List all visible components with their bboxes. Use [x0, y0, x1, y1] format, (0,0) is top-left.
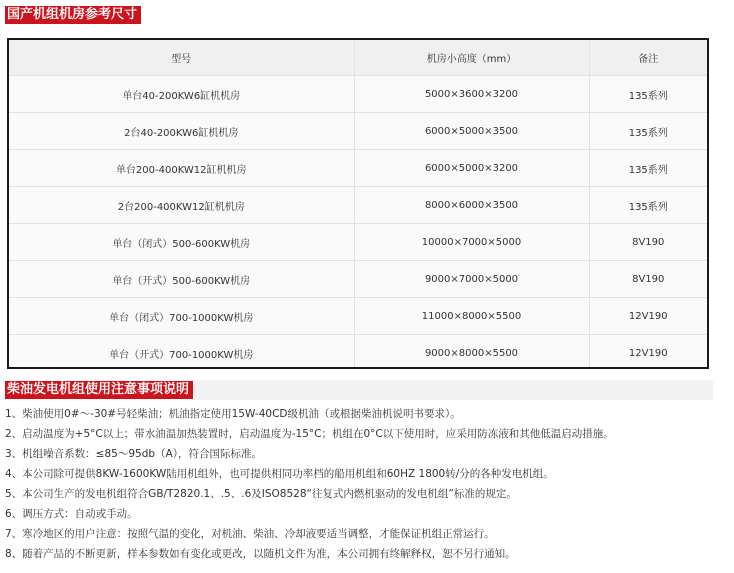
- table-row: [9, 187, 707, 224]
- list-item: 1、柴油使用0#～-30#号轻柴油；机油指定使用15W-40CD级机油（或根据柴油机说明书要求）。: [5, 408, 461, 420]
- table-row: [9, 224, 707, 261]
- cell-remarks: 135系列: [589, 76, 707, 113]
- cell-dimensions: 11000×8000×5500: [354, 298, 589, 335]
- cell-remarks: 135系列: [589, 187, 707, 224]
- cell-remarks: 8V190: [589, 261, 707, 298]
- cell-remarks: 12V190: [589, 335, 707, 370]
- cell-model: 单台（闭式）700-1000KW机房: [9, 298, 354, 335]
- cell-model: 2台40-200KW6缸机机房: [9, 113, 354, 150]
- table-row: [9, 150, 707, 187]
- cell-dimensions: 5000×3600×3200: [354, 76, 589, 113]
- cell-dimensions: 9000×8000×5500: [354, 335, 589, 370]
- room-size-table: [7, 38, 709, 369]
- column-header-model: 型号: [9, 40, 354, 76]
- cell-dimensions: 9000×7000×5000: [354, 261, 589, 298]
- list-item: 4、本公司除可提供8KW-1600KW陆用机组外，也可提供相同功率档的船用机组和60HZ 1800转/分的各种发电机组。: [5, 468, 554, 480]
- cell-model: 单台（开式）700-1000KW机房: [9, 335, 354, 370]
- usage-notes-list: [5, 404, 725, 564]
- cell-model: 单台（开式）500-600KW机房: [9, 261, 354, 298]
- list-item: 3、机组噪音系数：≤85～95db（A），符合国际标准。: [5, 448, 262, 460]
- cell-remarks: 135系列: [589, 150, 707, 187]
- table-header-row: [9, 40, 707, 76]
- cell-remarks: 12V190: [589, 298, 707, 335]
- cell-dimensions: 10000×7000×5000: [354, 224, 589, 261]
- list-item: 8、随着产品的不断更新，样本参数如有变化或更改，以随机文件为准，本公司拥有终解释权，恕不另行通知。: [5, 548, 516, 560]
- cell-model: 2台200-400KW12缸机机房: [9, 187, 354, 224]
- table-row: [9, 76, 707, 113]
- cell-dimensions: 6000×5000×3500: [354, 113, 589, 150]
- column-header-room-height: 机房小高度（mm）: [354, 40, 589, 76]
- cell-remarks: 135系列: [589, 113, 707, 150]
- column-header-remarks: 备注: [589, 40, 707, 76]
- cell-dimensions: 8000×6000×3500: [354, 187, 589, 224]
- list-item: 7、寒冷地区的用户注意：按照气温的变化，对机油、柴油、冷却液要适当调整，才能保证机组正常运行。: [5, 528, 495, 540]
- table-row: [9, 335, 707, 370]
- table-row: [9, 298, 707, 335]
- cell-model: 单台40-200KW6缸机机房: [9, 76, 354, 113]
- cell-model: 单台（闭式）500-600KW机房: [9, 224, 354, 261]
- list-item: 5、本公司生产的发电机组符合GB/T2820.1、.5、.6及ISO8528“往复式内燃机驱动的发电机组”标准的规定。: [5, 488, 517, 500]
- cell-model: 单台200-400KW12缸机机房: [9, 150, 354, 187]
- list-item: 2、启动温度为+5°C以上；带水油温加热装置时，启动温度为-15°C；机组在0°C以下使用时，应采用防冻液和其他低温启动措施。: [5, 428, 614, 440]
- table-row: [9, 261, 707, 298]
- table-row: [9, 113, 707, 150]
- section-title-usage-notes: 柴油发电机组使用注意事项说明: [5, 381, 193, 399]
- list-item: 6、调压方式：自动或手动。: [5, 508, 138, 520]
- cell-remarks: 8V190: [589, 224, 707, 261]
- cell-dimensions: 6000×5000×3200: [354, 150, 589, 187]
- section-title-room-size: 国产机组机房参考尺寸: [5, 6, 141, 24]
